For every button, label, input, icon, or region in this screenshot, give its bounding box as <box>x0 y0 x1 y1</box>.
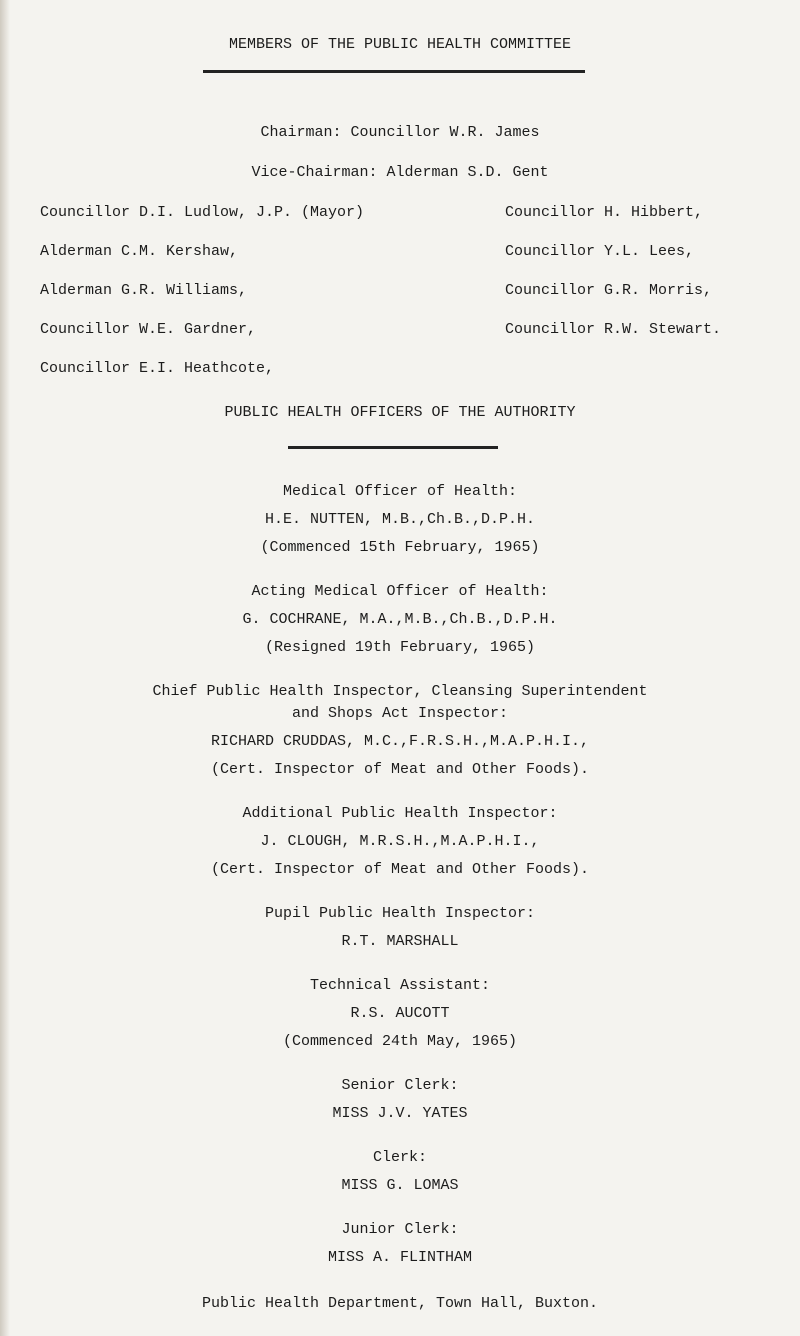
technical-assistant-title: Technical Assistant: <box>309 977 491 994</box>
member-right-4: Councillor R.W. Stewart. <box>505 321 722 338</box>
pupil-inspector-name: R.T. MARSHALL <box>341 933 459 950</box>
acting-moh-note: (Resigned 19th February, 1965) <box>264 639 536 656</box>
vice-chairman-line: Vice-Chairman: Alderman S.D. Gent <box>251 164 549 181</box>
scan-shadow <box>0 0 10 1336</box>
member-left-3: Alderman G.R. Williams, <box>40 282 248 299</box>
moh-name: H.E. NUTTEN, M.B.,Ch.B.,D.P.H. <box>264 511 536 528</box>
moh-title: Medical Officer of Health: <box>282 483 518 500</box>
moh-note: (Commenced 15th February, 1965) <box>260 539 540 556</box>
technical-assistant-name: R.S. AUCOTT <box>350 1005 450 1022</box>
member-right-2: Councillor Y.L. Lees, <box>505 243 695 260</box>
chief-inspector-name: RICHARD CRUDDAS, M.C.,F.R.S.H.,M.A.P.H.I., <box>210 733 590 750</box>
clerk-name: MISS G. LOMAS <box>341 1177 459 1194</box>
member-right-1: Councillor H. Hibbert, <box>505 204 704 221</box>
member-left-5: Councillor E.I. Heathcote, <box>40 360 275 377</box>
heading-rule <box>203 70 585 73</box>
clerk-title: Clerk: <box>372 1149 427 1166</box>
senior-clerk-title: Senior Clerk: <box>341 1077 459 1094</box>
junior-clerk-title: Junior Clerk: <box>341 1221 459 1238</box>
acting-moh-title: Acting Medical Officer of Health: <box>251 583 549 600</box>
chief-inspector-title-1: Chief Public Health Inspector, Cleansing Superintendent <box>152 683 648 700</box>
additional-inspector-note: (Cert. Inspector of Meat and Other Foods). <box>210 861 590 878</box>
acting-moh-name: G. COCHRANE, M.A.,M.B.,Ch.B.,D.P.H. <box>242 611 558 628</box>
chief-inspector-note: (Cert. Inspector of Meat and Other Foods). <box>210 761 590 778</box>
department-address: Public Health Department, Town Hall, Buxton. <box>201 1295 599 1312</box>
member-left-1: Councillor D.I. Ludlow, J.P. (Mayor) <box>40 204 365 221</box>
technical-assistant-note: (Commenced 24th May, 1965) <box>282 1033 518 1050</box>
member-right-3: Councillor G.R. Morris, <box>505 282 713 299</box>
member-left-2: Alderman C.M. Kershaw, <box>40 243 239 260</box>
pupil-inspector-title: Pupil Public Health Inspector: <box>264 905 536 922</box>
junior-clerk-name: MISS A. FLINTHAM <box>327 1249 473 1266</box>
committee-heading: MEMBERS OF THE PUBLIC HEALTH COMMITTEE <box>228 36 572 53</box>
officers-heading: PUBLIC HEALTH OFFICERS OF THE AUTHORITY <box>224 404 576 421</box>
chief-inspector-title-2: and Shops Act Inspector: <box>291 705 509 722</box>
additional-inspector-name: J. CLOUGH, M.R.S.H.,M.A.P.H.I., <box>260 833 540 850</box>
additional-inspector-title: Additional Public Health Inspector: <box>242 805 558 822</box>
member-left-4: Councillor W.E. Gardner, <box>40 321 257 338</box>
officers-rule <box>288 446 498 449</box>
senior-clerk-name: MISS J.V. YATES <box>332 1105 468 1122</box>
chairman-line: Chairman: Councillor W.R. James <box>260 124 540 141</box>
